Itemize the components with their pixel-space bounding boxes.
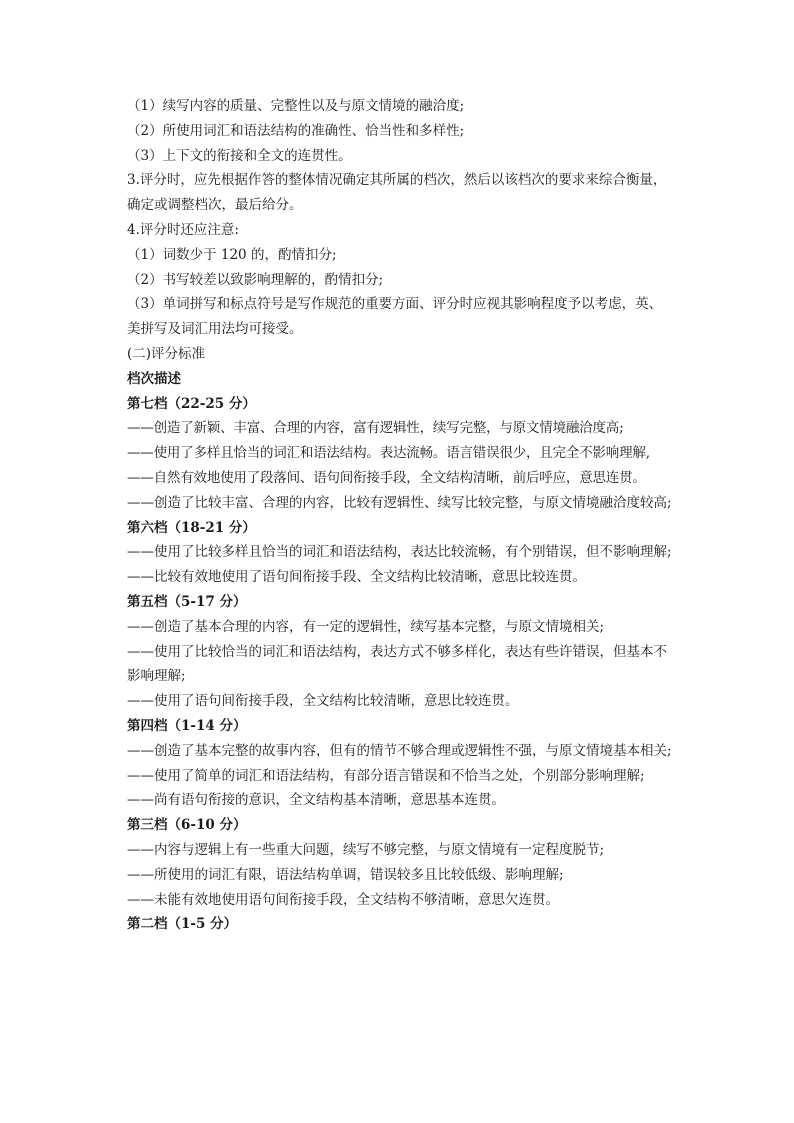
note-4-item-3: （3）单词拼写和标点符号是写作规范的重要方面、评分时应视其影响程度予以考虑，英、美拼写及词汇用法均可接受。 [127, 296, 663, 338]
note-4-item-1: （1）词数少于 120 的，酌情扣分; [127, 246, 337, 263]
level-7-item-4: ——创造了比较丰富、合理的内容，比较有逻辑性、续写比较完整，与原文情境融洽度较高; [127, 494, 672, 511]
criterion-3: （3）上下文的衔接和全文的连贯性。 [127, 147, 352, 164]
level-4-item-1: ——创造了基本完整的故事内容，但有的情节不够合理或逻辑性不强，与原文情境基本相关; [127, 742, 672, 759]
level-4-item-2: ——使用了简单的词汇和语法结构，有部分语言错误和不恰当之处，个别部分影响理解; [127, 767, 645, 784]
level-5-item-3: ——使用了语句间衔接手段，全文结构比较清晰，意思比较连贯。 [127, 693, 519, 710]
level-3-title: 第三档（6-10 分） [127, 817, 247, 834]
criterion-2: （2）所使用词汇和语法结构的准确性、恰当性和多样性; [127, 122, 465, 139]
note-3: 3.评分时，应先根据作答的整体情况确定其所属的档次，然后以该档次的要求来综合衡量，确定或调整档次，最后给分。 [127, 172, 667, 214]
level-2-title: 第二档（1-5 分） [127, 916, 238, 933]
level-7-item-3: ——自然有效地使用了段落间、语句间衔接手段，全文结构清晰，前后呼应，意思连贯。 [127, 469, 646, 486]
level-6-item-1: ——使用了比较多样且恰当的词汇和语法结构，表达比较流畅，有个别错误，但不影响理解; [127, 544, 672, 561]
section-heading: (二)评分标准 [127, 345, 206, 362]
level-7-item-1: ——创造了新颖、丰富、合理的内容，富有逻辑性，续写完整，与原文情境融洽度高; [127, 420, 624, 437]
note-4-heading: 4.评分时还应注意: [127, 221, 239, 238]
level-7-item-2: ——使用了多样且恰当的词汇和语法结构。表达流畅。语言错误很少，且完全不影响理解, [127, 445, 650, 462]
scoring-rubric [127, 94, 675, 937]
levels-heading: 档次描述 [127, 370, 181, 387]
note-4-item-2: （2）书写较差以致影响理解的，酌情扣分; [127, 271, 384, 288]
level-5-item-2: ——使用了比较恰当的词汇和语法结构，表达方式不够多样化，表达有些许错误，但基本不影响理解; [127, 643, 667, 685]
level-3-item-2: ——所使用的词汇有限，语法结构单调，错误较多且比较低级、影响理解; [127, 866, 564, 883]
level-5-item-1: ——创造了基本合理的内容，有一定的逻辑性，续写基本完整，与原文情境相关; [127, 618, 605, 635]
level-5-title: 第五档（5-17 分） [127, 593, 247, 610]
level-6-title: 第六档（18-21 分） [127, 519, 256, 536]
level-7-title: 第七档（22-25 分） [127, 395, 256, 412]
level-4-item-3: ——尚有语句衔接的意识，全文结构基本清晰，意思基本连贯。 [127, 792, 505, 809]
level-3-item-1: ——内容与逻辑上有一些重大问题，续写不够完整，与原文情境有一定程度脱节; [127, 841, 605, 858]
level-6-item-2: ——比较有效地使用了语句间衔接手段、全文结构比较清晰，意思比较连贯。 [127, 569, 586, 586]
criterion-1: （1）续写内容的质量、完整性以及与原文情境的融洽度; [127, 98, 465, 114]
level-3-item-3: ——未能有效地使用语句间衔接手段，全文结构不够清晰，意思欠连贯。 [127, 891, 559, 908]
level-4-title: 第四档（1-14 分） [127, 717, 247, 734]
